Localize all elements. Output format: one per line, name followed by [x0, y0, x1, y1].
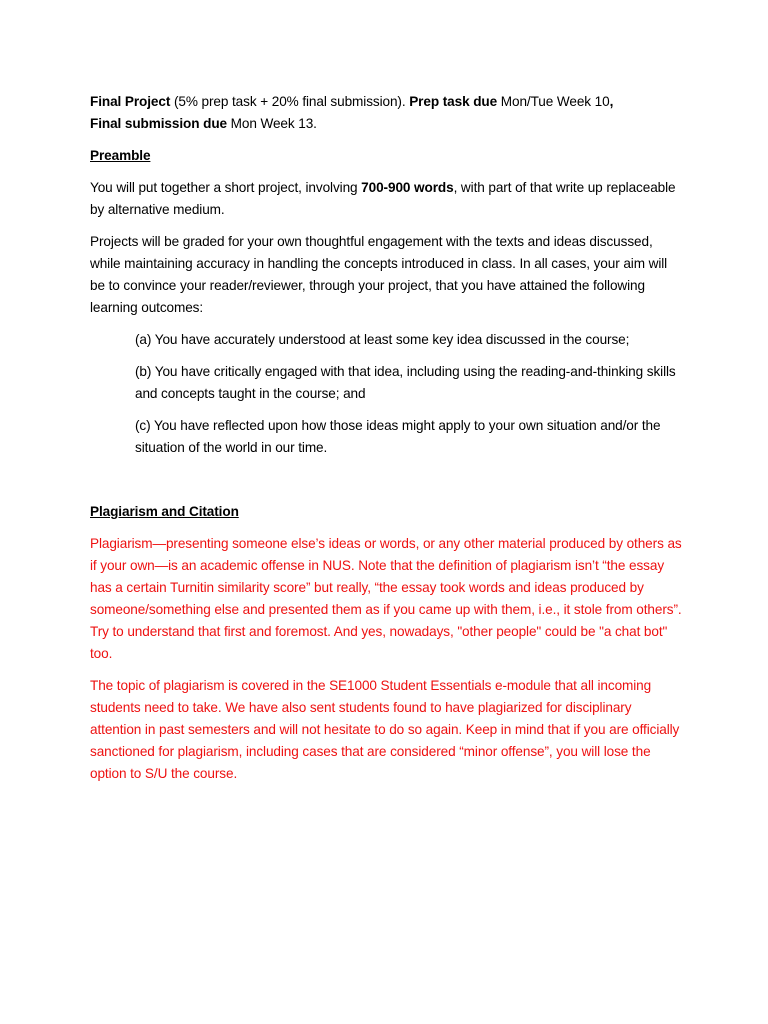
plagiarism-heading: Plagiarism and Citation — [90, 504, 239, 519]
final-submission-value: Mon Week 13. — [226, 116, 317, 131]
document-page — [90, 91, 682, 795]
final-project-detail: (5% prep task + 20% final submission). — [170, 94, 410, 109]
preamble-intro — [90, 177, 682, 221]
preamble-heading: Preamble — [90, 148, 151, 163]
section-spacer — [90, 469, 682, 501]
outcome-a: (a) You have accurately understood at least some key idea discussed in the course; — [135, 332, 630, 347]
plagiarism-paragraph-2: The topic of plagiarism is covered in the SE1000 Student Essentials e-module that all incoming students need to take. We have also sent students found to have plagiarized for disciplinary attention in past semesters and will not hesitate to do so again. Keep in mind that if you are officially sanctioned for plagiarism, including cases that are considered “minor offense”, you will lose the option to S/U the course. — [90, 678, 680, 781]
plagiarism-paragraph-1: Plagiarism—presenting someone else’s ideas or words, or any other material produced by others as if your own—is an academic offense in NUS. Note that the definition of plagiarism isn’t “the essay has a certain Turnitin similarity score” but really, “the essay took words and ideas produced by someone/something else and presented them as if you came up with them, i.e., it stole from others”. Try to understand that first and foremost. And yes, nowadays, "other people" could be "a chat bot" too. — [90, 536, 682, 661]
prep-task-label: Prep task due — [409, 94, 498, 109]
intro-after: , with part of that write up replaceable by alternative medium. — [90, 180, 676, 217]
final-submission-label: Final submission due — [90, 116, 227, 131]
outcome-b: (b) You have critically engaged with that idea, including using the reading-and-thinking skills and concepts taught in the course; and — [135, 364, 676, 401]
outcome-c: (c) You have reflected upon how those ideas might apply to your own situation and/or the situation of the world in our time. — [135, 418, 661, 455]
prep-task-value: Mon/Tue Week 10 — [497, 94, 610, 109]
word-count: 700-900 words — [361, 180, 454, 195]
intro-before: You will put together a short project, involving — [90, 180, 362, 195]
grading-paragraph: Projects will be graded for your own thoughtful engagement with the texts and ideas discussed, while maintaining accuracy in handling the concepts introduced in class. In all cases, your aim will be to convince your reader/reviewer, through your project, that you have attained the following learning outcomes: — [90, 234, 668, 315]
project-summary — [90, 91, 682, 135]
final-project-label: Final Project — [90, 94, 171, 109]
comma: , — [609, 94, 614, 109]
